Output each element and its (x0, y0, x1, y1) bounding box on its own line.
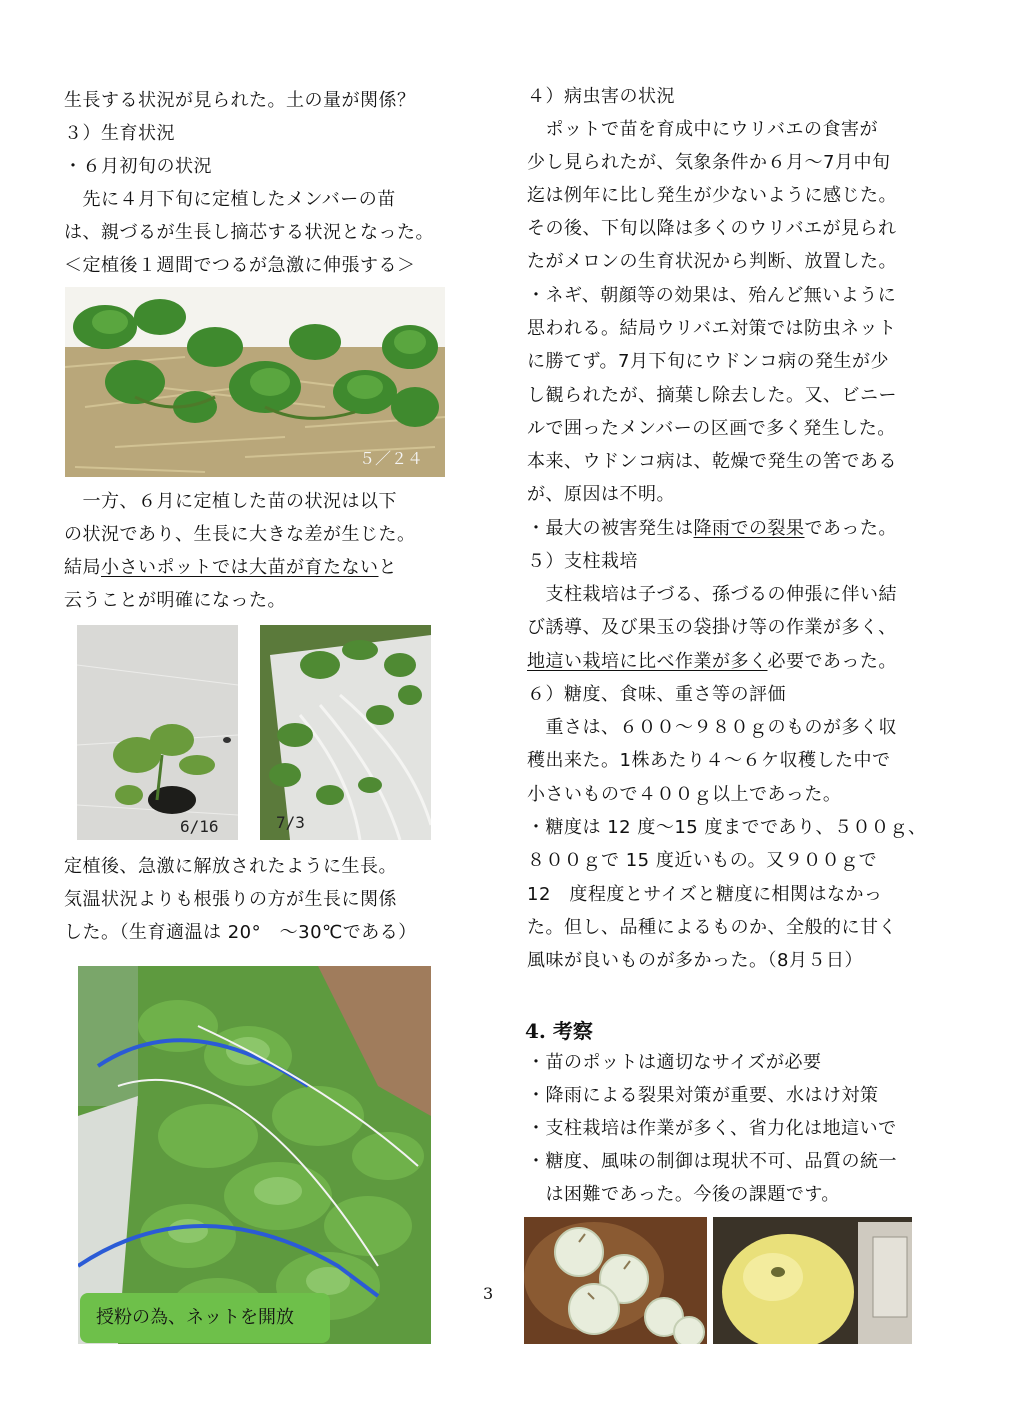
text-line: 風味が良いものが多かった。（8月５日） (527, 950, 863, 971)
small-seedling-photo (77, 625, 238, 840)
melon-field-photo (78, 966, 431, 1344)
text-span: 必要であった。 (767, 651, 897, 672)
text-line (527, 651, 897, 673)
text-span: ・最大の被害発生は (527, 518, 694, 539)
section-4-subheading: ４）病虫害の状況 (527, 86, 675, 107)
photo-date-stamp: ５／２４ (358, 449, 423, 468)
text-line: ポットで苗を育成中にウリバエの食害が (527, 119, 878, 140)
text-line: が、原因は不明。 (527, 484, 675, 505)
text-line (527, 518, 897, 540)
underlined-text: 降雨での裂果 (693, 518, 805, 539)
text-line: し観られたが、摘葉し除去した。又、ビニー (527, 385, 897, 406)
text-line: は、親づるが生長し摘芯する状況となった。 (64, 222, 434, 243)
text-line: 小さいもので４００ｇ以上であった。 (527, 784, 842, 805)
conclusion-item: ・支柱栽培は作業が多く、省力化は地這いで (527, 1118, 897, 1139)
text-line: 支柱栽培は子づる、孫づるの伸張に伴い結 (527, 584, 897, 605)
text-line: 気温状況よりも根張りの方が生長に関係 (64, 889, 397, 910)
section-3-heading: ３）生育状況 (64, 123, 175, 144)
seedling-photo (65, 287, 445, 477)
text-line: 少し見られたが、気象条件か６月～7月中旬 (527, 152, 891, 173)
text-line: の状況であり、生長に大きな差が生じた。 (64, 524, 416, 545)
photo-date-stamp: 6/16 (180, 817, 219, 836)
text-line: 云うことが明確になった。 (64, 590, 286, 611)
harvested-melons-photo (524, 1217, 707, 1344)
text-line: 先に４月下旬に定植したメンバーの苗 (64, 189, 396, 210)
text-line: ８００ｇで 15 度近いもの。又９００ｇで (527, 850, 878, 871)
text-line: た。但し、品種によるものか、全般的に甘く (527, 917, 897, 938)
text-line: 本来、ウドンコ病は、乾燥で発生の筈である (527, 451, 897, 472)
text-line: ・糖度は 12 度～15 度までであり、５００ｇ、 (527, 817, 927, 838)
text-line: 穫出来た。1株あたり４～６ケ収穫した中で (527, 750, 891, 771)
text-line: たがメロンの生育状況から判断、放置した。 (527, 251, 897, 272)
text-line: 迄は例年に比し発生が少ないように感じた。 (527, 185, 897, 206)
text-line: 一方、６月に定植した苗の状況は以下 (64, 491, 397, 512)
text-line: ・６月初旬の状況 (64, 156, 212, 177)
text-line (64, 557, 397, 579)
text-line: した。（生育適温は 20° ～30℃である） (64, 922, 417, 943)
text-span: と (378, 557, 397, 578)
text-span: であった。 (804, 518, 897, 539)
text-line: 思われる。結局ウリバエ対策では防虫ネット (527, 318, 897, 339)
vines-on-sheet-photo (260, 625, 431, 840)
section-5-subheading: ５）支柱栽培 (527, 551, 638, 572)
text-line: 定植後、急激に解放されたように生長。 (64, 856, 397, 877)
text-line: に勝てず。7月下旬にウドンコ病の発生が少 (527, 351, 890, 372)
photo-date-stamp: 7/3 (276, 813, 305, 832)
page-number: 3 (483, 1284, 494, 1303)
photo-caption-label: 授粉の為、ネットを開放 (80, 1293, 330, 1343)
text-line: 12 度程度とサイズと糖度に相関はなかっ (527, 884, 883, 905)
text-line: 重さは、６００～９８０ｇのものが多く収 (527, 717, 897, 738)
section-heading-discussion: 4. 考察 (525, 1019, 593, 1043)
underlined-text: 小さいポットでは大苗が育たない (101, 557, 379, 578)
text-line: その後、下旬以降は多くのウリバエが見られ (527, 218, 897, 239)
text-line: ルで囲ったメンバーの区画で多く発生した。 (527, 418, 896, 439)
text-span: 結局 (64, 557, 101, 578)
conclusion-item: ・降雨による裂果対策が重要、水はけ対策 (527, 1085, 879, 1106)
conclusion-item: ・糖度、風味の制御は現状不可、品質の統一 (527, 1151, 897, 1172)
text-line: ＜定植後１週間でつるが急激に伸張する＞ (64, 255, 416, 276)
conclusion-item: ・苗のポットは適切なサイズが必要 (527, 1052, 822, 1073)
conclusion-item: は困難であった。今後の課題です。 (527, 1184, 840, 1205)
section-6-subheading: ６）糖度、食味、重さ等の評価 (527, 684, 786, 705)
text-line: ・ネギ、朝顔等の効果は、殆んど無いように (527, 285, 897, 306)
text-line: 生長する状況が見られた。土の量が関係？ (64, 90, 416, 111)
melon-on-scale-photo (713, 1217, 912, 1344)
underlined-text: 地這い栽培に比べ作業が多く (527, 651, 768, 672)
text-line: び誘導、及び果玉の袋掛け等の作業が多く、 (527, 617, 897, 638)
